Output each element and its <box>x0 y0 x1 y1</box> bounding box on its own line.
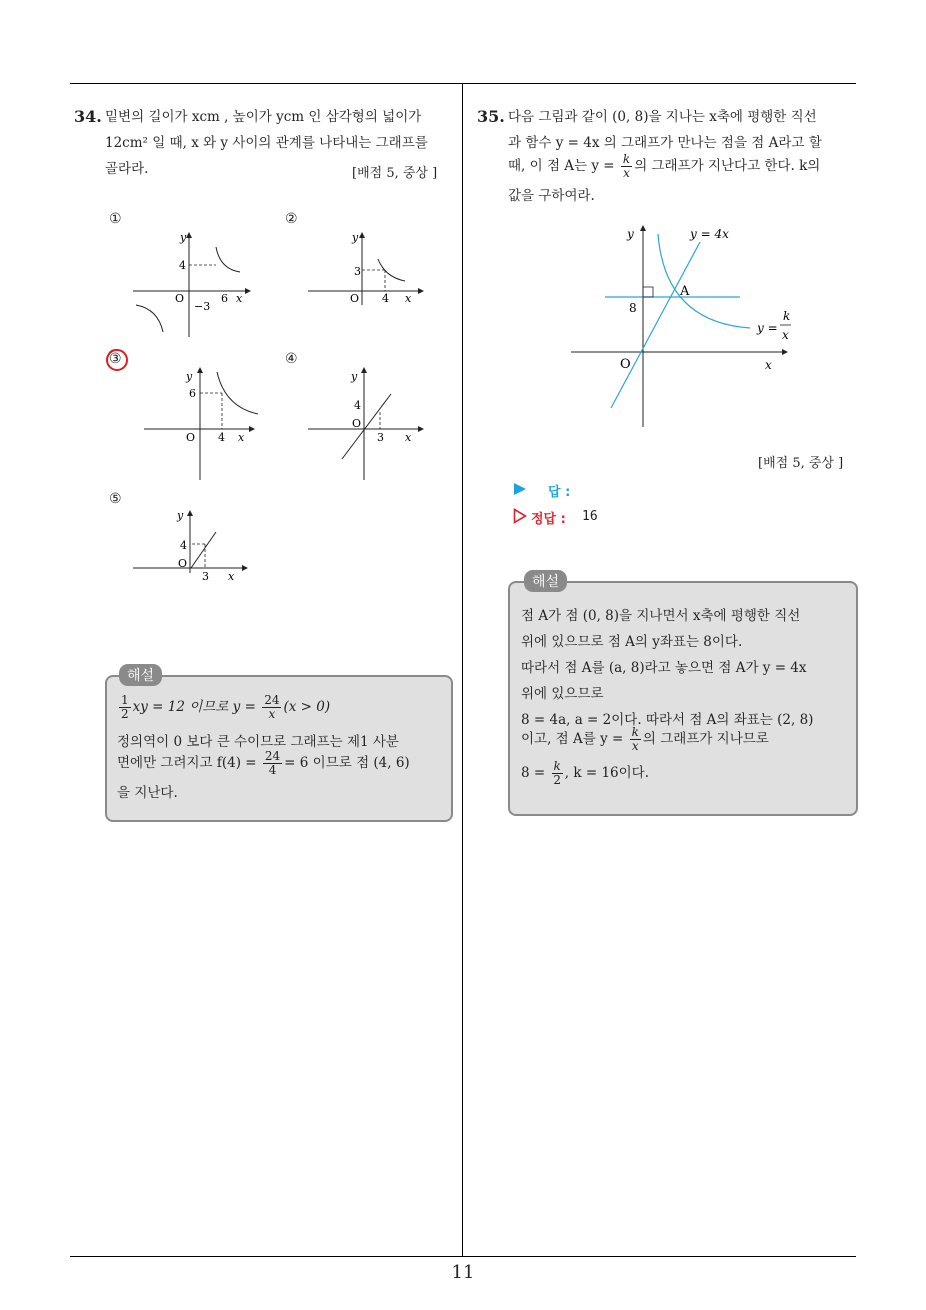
axis-x-label: x <box>765 358 772 372</box>
axis-y: y <box>351 370 358 383</box>
point-a-label: A <box>680 284 690 299</box>
q34-line1: 밑변의 길이가 xcm , 높이가 ycm 인 삼각형의 넓이가 <box>105 109 422 125</box>
q35-expl-line5: 8 = 4a, a = 2이다. 따라서 점 A의 좌표는 (2, 8) <box>521 712 814 728</box>
origin-label: O <box>620 357 631 372</box>
origin: O <box>178 557 188 570</box>
tick: 3 <box>202 570 209 583</box>
q35-explanation-tag: 해설 <box>524 570 567 592</box>
axis-x: x <box>405 431 412 444</box>
q35-line1: 다음 그림과 같이 (0, 8)을 지나는 x축에 평행한 직선 <box>508 109 817 125</box>
selected-choice-mark <box>103 347 133 375</box>
q34-expl-line4: 을 지난다. <box>117 785 178 801</box>
tick: 6 <box>189 387 196 400</box>
answer-label: 답 : <box>548 485 571 500</box>
q35-line2: 과 함수 y = 4x 의 그래프가 만나는 점을 점 A라고 할 <box>508 135 822 151</box>
q34-explanation-tag: 해설 <box>119 664 162 686</box>
origin: O <box>352 417 362 430</box>
axis-x: x <box>228 570 235 583</box>
axis-x: x <box>236 292 243 305</box>
tick: 3 <box>377 431 384 444</box>
tick: 4 <box>180 539 187 552</box>
origin: O <box>175 292 185 305</box>
tick: 4 <box>218 431 225 444</box>
origin: O <box>350 292 360 305</box>
answer-play-icon <box>513 482 527 496</box>
axis-y: y <box>352 231 359 244</box>
axis-x: x <box>405 292 412 305</box>
curve-label-x: x <box>782 328 789 342</box>
bottom-rule <box>70 1256 856 1257</box>
q35-number: 35. <box>477 107 505 126</box>
q35-expl-line3: 따라서 점 A를 (a, 8)라고 놓으면 점 A가 y = 4x <box>521 660 807 676</box>
q35-graph <box>565 222 805 432</box>
choice-3-label[interactable]: ③ <box>109 351 122 367</box>
choice-1-graph <box>128 225 258 340</box>
choice-2-label[interactable]: ② <box>285 211 298 227</box>
line-label: y = 4x <box>690 227 729 241</box>
choice-3-graph <box>142 362 262 482</box>
choice-5-label[interactable]: ⑤ <box>109 491 122 507</box>
q35-expl-line7: 8 = $\frac{k}{2}$ , k = 16이다. <box>521 759 649 787</box>
curve-label: y = <box>757 321 778 335</box>
q34-expl-line1: $\frac{1}{2}$ xy = 12 이므로 y = $\frac{24}{x}$ (x > 0) <box>121 693 331 721</box>
choice-4-graph <box>305 362 430 482</box>
correct-value: 16 <box>582 509 598 524</box>
page-number: 11 <box>451 1262 475 1283</box>
axis-y: y <box>177 509 184 522</box>
q35-expl-line4: 위에 있으므로 <box>521 686 604 702</box>
top-rule <box>70 83 856 84</box>
q35-score: [배점 5, 중상 ] <box>758 456 844 471</box>
q34-number: 34. <box>74 107 102 126</box>
correct-triangle-icon <box>513 508 527 524</box>
q34-expl-line3: 면에만 그려지고 f(4) = $\frac{24}{4}$ = 6 이므로 점 (4, 6) <box>117 749 410 777</box>
q35-expl-line2: 위에 있으므로 점 A의 y좌표는 8이다. <box>521 634 743 650</box>
tick: 6 <box>221 292 228 305</box>
tick: −3 <box>194 300 211 313</box>
correct-label: 정답 : <box>531 512 566 527</box>
column-divider <box>462 83 463 1256</box>
q35-line4: 값을 구하여라. <box>508 188 595 204</box>
choice-4-label[interactable]: ④ <box>285 351 298 367</box>
choice-2-graph <box>305 225 435 315</box>
q35-expl-line1: 점 A가 점 (0, 8)을 지나면서 x축에 평행한 직선 <box>521 608 801 624</box>
choice-1-label[interactable]: ① <box>109 211 122 227</box>
tick: 4 <box>354 399 361 412</box>
origin: O <box>186 431 196 444</box>
q34-score: [배점 5, 중상 ] <box>352 166 438 181</box>
tick: 4 <box>382 292 389 305</box>
axis-y-label: y <box>627 227 634 241</box>
q34-line3: 골라라. <box>105 161 149 177</box>
q34-expl-line2: 정의역이 0 보다 큰 수이므로 그래프는 제1 사분 <box>117 734 399 750</box>
q34-line2: 12cm² 일 때, x 와 y 사이의 관계를 나타내는 그래프를 <box>105 135 428 151</box>
tick: 3 <box>354 265 361 278</box>
tick: 4 <box>179 259 186 272</box>
axis-x: x <box>238 431 245 444</box>
q35-expl-line6: 이고, 점 A를 y = $\frac{k}{x}$ 의 그래프가 지나므로 <box>521 725 769 753</box>
choice-5-graph <box>130 505 255 590</box>
axis-y: y <box>186 370 193 383</box>
tick-8: 8 <box>629 301 637 315</box>
axis-y: y <box>180 231 187 244</box>
q35-line3: 때, 이 점 A는 y = $\frac{k}{x}$ 의 그래프가 지난다고 한다. k의 <box>508 152 821 180</box>
curve-label-k: k <box>783 309 791 323</box>
